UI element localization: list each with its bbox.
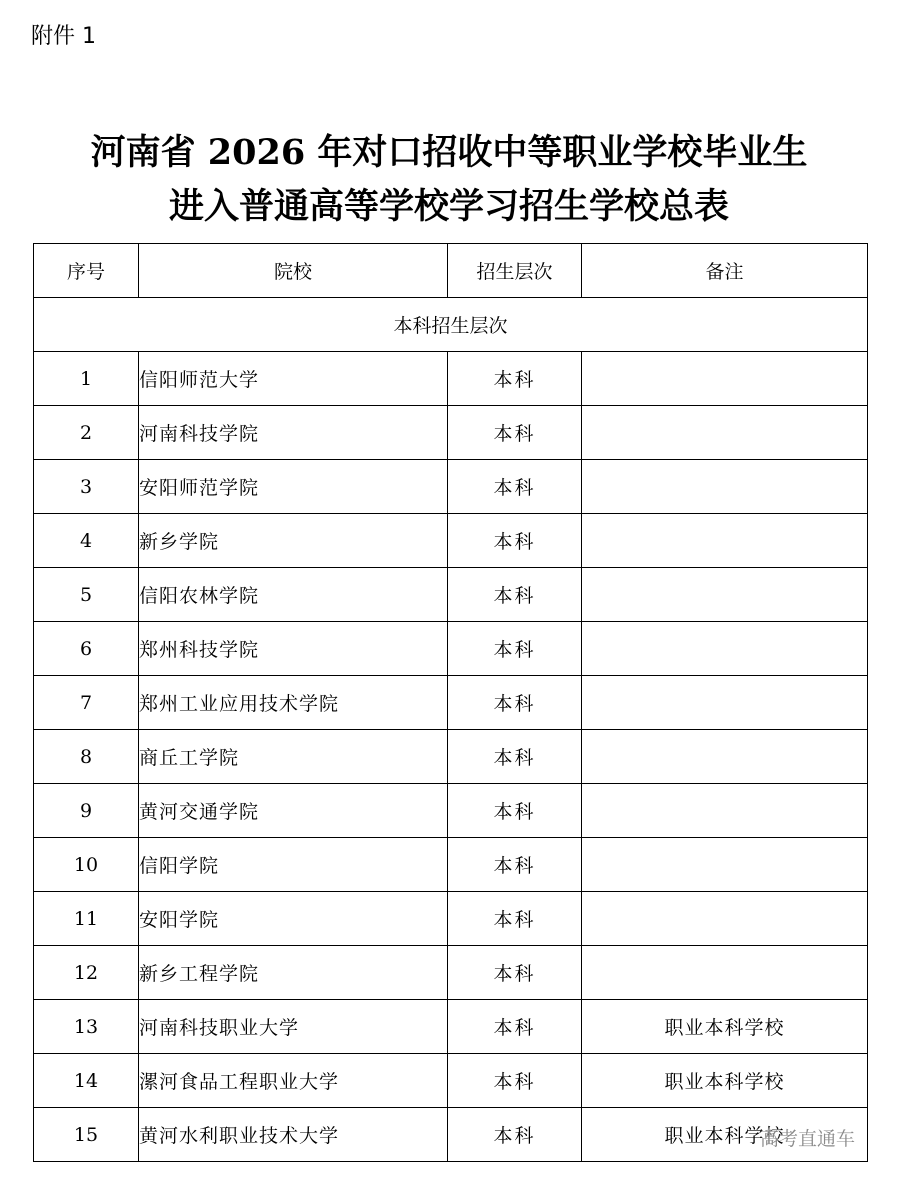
row-note: 职业本科学校 xyxy=(582,1054,868,1108)
row-note xyxy=(582,568,868,622)
row-level: 本科 xyxy=(448,352,582,406)
row-index: 14 xyxy=(34,1054,139,1108)
row-school: 新乡学院 xyxy=(139,514,448,568)
row-note xyxy=(582,946,868,1000)
row-level: 本科 xyxy=(448,622,582,676)
section-row xyxy=(34,298,868,352)
row-school: 安阳学院 xyxy=(139,892,448,946)
row-note: 职业本科学校 xyxy=(582,1108,868,1162)
row-note xyxy=(582,622,868,676)
row-school: 河南科技学院 xyxy=(139,406,448,460)
row-note: 职业本科学校 xyxy=(582,1000,868,1054)
table-row xyxy=(34,1000,868,1054)
table-row xyxy=(34,406,868,460)
row-note xyxy=(582,892,868,946)
table-row xyxy=(34,352,868,406)
row-level: 本科 xyxy=(448,1000,582,1054)
table-row xyxy=(34,892,868,946)
row-school: 信阳师范大学 xyxy=(139,352,448,406)
document-title xyxy=(0,126,898,234)
row-note xyxy=(582,784,868,838)
row-level: 本科 xyxy=(448,676,582,730)
row-index: 11 xyxy=(34,892,139,946)
row-note xyxy=(582,514,868,568)
row-level: 本科 xyxy=(448,568,582,622)
header-note: 备注 xyxy=(582,244,868,298)
row-note xyxy=(582,730,868,784)
row-index: 13 xyxy=(34,1000,139,1054)
row-school: 新乡工程学院 xyxy=(139,946,448,1000)
table-row xyxy=(34,676,868,730)
table-row xyxy=(34,1108,868,1162)
row-level: 本科 xyxy=(448,406,582,460)
row-index: 6 xyxy=(34,622,139,676)
row-index: 5 xyxy=(34,568,139,622)
watermark: 高考直通车 xyxy=(760,1128,856,1150)
row-note xyxy=(582,406,868,460)
table-row xyxy=(34,730,868,784)
row-school: 信阳学院 xyxy=(139,838,448,892)
header-school: 院校 xyxy=(139,244,448,298)
row-level: 本科 xyxy=(448,784,582,838)
header-index: 序号 xyxy=(34,244,139,298)
row-level: 本科 xyxy=(448,838,582,892)
row-index: 15 xyxy=(34,1108,139,1162)
row-index: 8 xyxy=(34,730,139,784)
schools-table xyxy=(33,243,868,1162)
row-index: 9 xyxy=(34,784,139,838)
table-row xyxy=(34,946,868,1000)
table-row xyxy=(34,838,868,892)
row-index: 4 xyxy=(34,514,139,568)
row-note xyxy=(582,838,868,892)
row-school: 河南科技职业大学 xyxy=(139,1000,448,1054)
header-level: 招生层次 xyxy=(448,244,582,298)
row-note xyxy=(582,352,868,406)
row-level: 本科 xyxy=(448,1108,582,1162)
row-school: 黄河水利职业技术大学 xyxy=(139,1108,448,1162)
table-row xyxy=(34,784,868,838)
row-school: 漯河食品工程职业大学 xyxy=(139,1054,448,1108)
table-row xyxy=(34,1054,868,1108)
row-note xyxy=(582,676,868,730)
title-line-1: 河南省 2026 年对口招收中等职业学校毕业生 xyxy=(90,132,808,173)
row-school: 安阳师范学院 xyxy=(139,460,448,514)
table-row xyxy=(34,568,868,622)
row-index: 3 xyxy=(34,460,139,514)
table-row xyxy=(34,622,868,676)
row-school: 黄河交通学院 xyxy=(139,784,448,838)
table-header-row xyxy=(34,244,868,298)
row-index: 10 xyxy=(34,838,139,892)
row-index: 2 xyxy=(34,406,139,460)
row-level: 本科 xyxy=(448,1054,582,1108)
row-school: 郑州科技学院 xyxy=(139,622,448,676)
row-index: 12 xyxy=(34,946,139,1000)
row-school: 郑州工业应用技术学院 xyxy=(139,676,448,730)
row-school: 信阳农林学院 xyxy=(139,568,448,622)
row-level: 本科 xyxy=(448,730,582,784)
row-index: 1 xyxy=(34,352,139,406)
section-label: 本科招生层次 xyxy=(34,298,868,352)
row-school: 商丘工学院 xyxy=(139,730,448,784)
row-note xyxy=(582,460,868,514)
row-level: 本科 xyxy=(448,892,582,946)
row-index: 7 xyxy=(34,676,139,730)
row-level: 本科 xyxy=(448,460,582,514)
attachment-label: 附件 1 xyxy=(31,24,96,49)
table-row xyxy=(34,460,868,514)
row-level: 本科 xyxy=(448,514,582,568)
row-level: 本科 xyxy=(448,946,582,1000)
table-row xyxy=(34,514,868,568)
title-line-2: 进入普通高等学校学习招生学校总表 xyxy=(168,186,729,227)
